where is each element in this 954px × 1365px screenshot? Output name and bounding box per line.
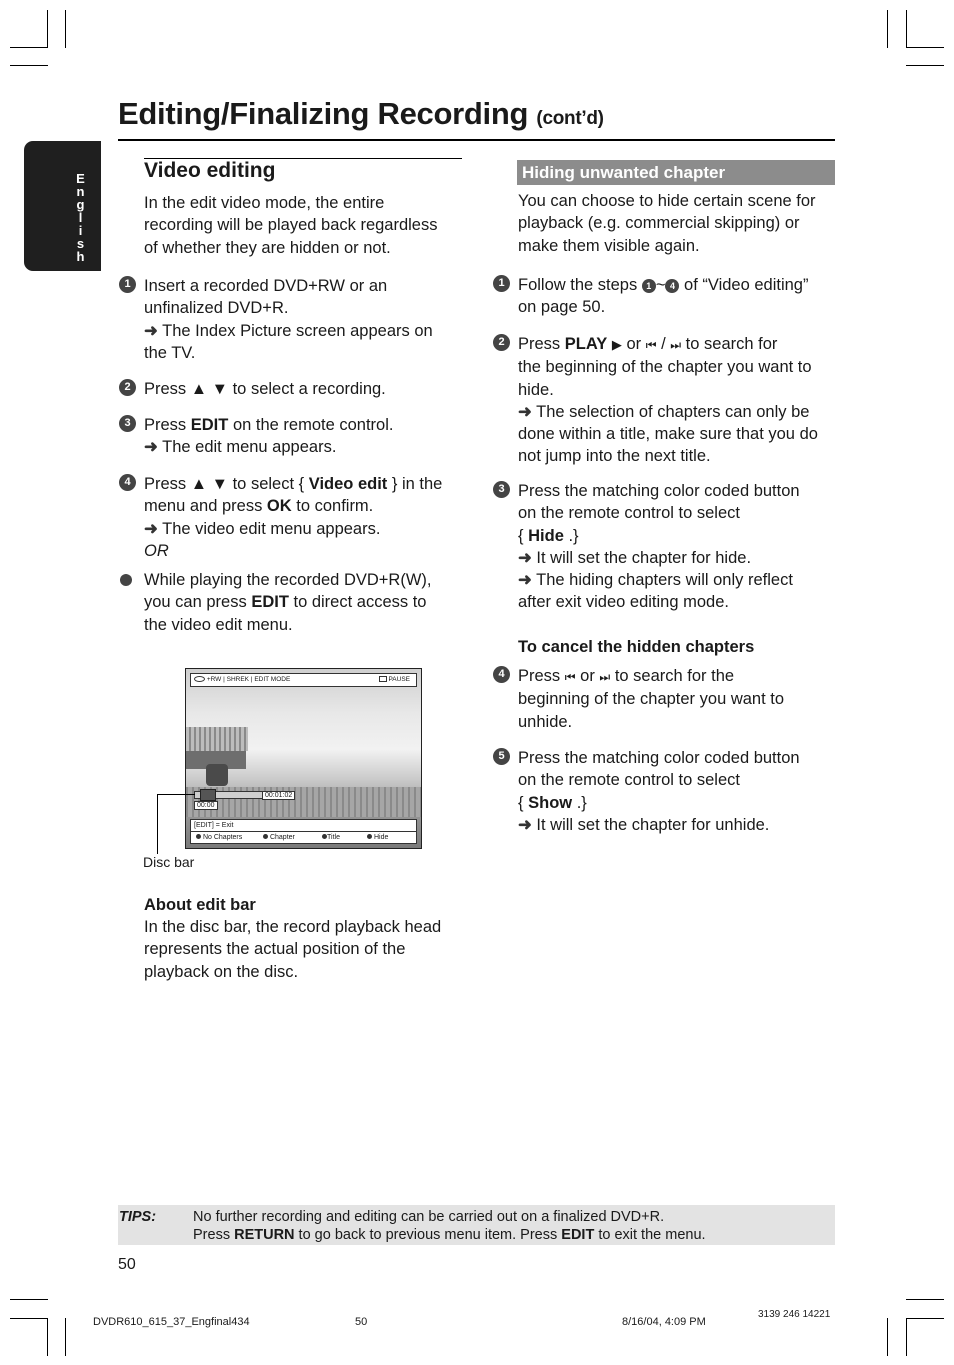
- key-label: EDIT: [190, 416, 229, 434]
- text-span: Press: [144, 416, 191, 434]
- text-line: The hiding chapters will only reflect: [536, 571, 793, 590]
- arrow-icon: ➜: [144, 321, 158, 340]
- text-line: The selection of chapters can only be: [536, 402, 810, 421]
- crop-mark: [47, 1318, 48, 1356]
- osd-button-title: [322, 832, 340, 843]
- step-number: 4: [493, 666, 510, 683]
- text-line: the beginning of the chapter you want to: [518, 358, 812, 377]
- text-line: recording will be played back regardless: [144, 216, 438, 235]
- text-line: make them visible again.: [518, 236, 700, 255]
- crop-mark: [906, 65, 944, 66]
- text-line: playback (e.g. commercial skipping) or: [518, 214, 800, 233]
- key-label: Video edit: [308, 475, 388, 493]
- right-step-4-text: [518, 665, 784, 733]
- text-span: Press: [144, 380, 191, 398]
- lang-letter: E: [76, 171, 86, 186]
- arrow-icon: ➜: [144, 519, 158, 538]
- crop-mark: [887, 10, 888, 48]
- next-icon: ⏭: [599, 670, 611, 684]
- pause-icon: [379, 676, 387, 682]
- crop-mark: [10, 47, 48, 48]
- key-label: RETURN: [234, 1227, 295, 1243]
- text-line: You can choose to hide certain scene for: [518, 192, 816, 210]
- text-line: playback on the disc.: [144, 962, 299, 981]
- crop-mark: [10, 1318, 48, 1319]
- osd-button-hide: [367, 832, 388, 843]
- arrow-icon: ➜: [518, 571, 532, 590]
- text-span: Follow the steps: [518, 276, 642, 294]
- text-line: the TV.: [144, 343, 196, 362]
- osd-pause-text: PAUSE: [388, 676, 410, 683]
- lang-letter: n: [76, 184, 86, 199]
- step-number: 5: [493, 748, 510, 765]
- text-span: or: [575, 667, 600, 685]
- text-span: } in the: [387, 475, 443, 493]
- key-label: PLAY: [564, 335, 608, 353]
- crop-mark: [10, 1299, 48, 1300]
- previous-icon: ⏮: [564, 670, 576, 684]
- up-down-icon: ▲ ▼: [190, 380, 229, 398]
- text-span: to select {: [228, 475, 309, 493]
- text-line: after exit video editing mode.: [518, 593, 729, 612]
- crop-mark: [47, 10, 48, 48]
- key-label: EDIT: [561, 1227, 595, 1243]
- title-rule: [118, 139, 835, 141]
- playback-head: [200, 789, 216, 801]
- footer-date: 8/16/04, 4:09 PM: [622, 1316, 706, 1328]
- crop-mark: [906, 1318, 907, 1356]
- color-dot-icon: [367, 834, 372, 839]
- text-line: represents the actual position of the: [144, 940, 406, 959]
- crop-mark: [906, 1318, 944, 1319]
- callout-line: [157, 794, 158, 854]
- callout-line: [157, 794, 195, 795]
- text-line: The video edit menu appears.: [162, 519, 381, 538]
- text-span: to exit the menu.: [594, 1227, 706, 1243]
- disc-bar-end-time: 00:01:02: [262, 791, 295, 800]
- osd-button-label: Chapter: [269, 834, 295, 841]
- step-1-text: [144, 275, 433, 364]
- text-span: or: [621, 335, 646, 353]
- text-span: to go back to previous menu item. Press: [294, 1227, 562, 1243]
- crop-mark: [906, 1299, 944, 1300]
- osd-button-chapter: [263, 832, 295, 843]
- text-line: It will set the chapter for hide.: [536, 548, 752, 567]
- color-dot-icon: [196, 834, 201, 839]
- bullet-dot: [120, 574, 132, 586]
- text-line: on the remote control to select: [518, 771, 740, 790]
- page-title-suffix: (cont’d): [536, 108, 604, 129]
- video-editing-intro: [144, 192, 438, 259]
- arrow-icon: ➜: [518, 548, 532, 567]
- text-line: unhide.: [518, 712, 573, 731]
- step-bullet-text: [144, 569, 431, 636]
- step-number: 3: [493, 481, 510, 498]
- text-span: of “Video editing”: [679, 276, 809, 294]
- step-number: 1: [119, 276, 136, 293]
- text-line: In the disc bar, the record playback head: [144, 918, 442, 936]
- hut-roof: [186, 727, 248, 751]
- step-ref: 1: [642, 279, 656, 293]
- lang-letter: s: [76, 236, 86, 251]
- text-line: No further recording and editing can be carried out on a finalized DVD+R.: [193, 1209, 665, 1225]
- text-line: beginning of the chapter you want to: [518, 690, 785, 709]
- key-label: EDIT: [251, 593, 289, 612]
- text-span: .}: [572, 793, 587, 812]
- right-step-5-text: [518, 747, 800, 836]
- text-span: Press: [518, 335, 565, 353]
- step-number: 2: [119, 379, 136, 396]
- previous-icon: ⏮: [645, 338, 657, 352]
- text-span: to direct access to: [288, 593, 427, 612]
- step-number: 2: [493, 334, 510, 351]
- osd-top-bar: [190, 673, 417, 687]
- text-span: to select a recording.: [228, 380, 386, 398]
- step-number: 1: [493, 275, 510, 292]
- text-span: you can press: [144, 593, 252, 612]
- text-span: .}: [563, 526, 579, 545]
- arrow-icon: ➜: [144, 438, 158, 457]
- page-title: [118, 96, 604, 132]
- lang-letter: l: [78, 210, 84, 225]
- arrow-icon: ➜: [518, 815, 532, 834]
- step-number: 4: [119, 474, 136, 491]
- crop-mark: [65, 10, 66, 48]
- tips-label: TIPS:: [119, 1209, 157, 1225]
- osd-mode-text: +RW | SHREK | EDIT MODE: [206, 676, 291, 683]
- osd-button-label: Title: [327, 834, 340, 841]
- step-4-text: [144, 473, 442, 562]
- text-line: Insert a recorded DVD+RW or an: [144, 277, 388, 295]
- text-span: menu and press: [144, 497, 267, 516]
- or-label: OR: [144, 541, 169, 560]
- tips-text: [193, 1208, 706, 1244]
- text-span: on the remote control.: [228, 416, 394, 434]
- step-number: 3: [119, 415, 136, 432]
- text-span: to confirm.: [291, 497, 374, 516]
- text-line: hide.: [518, 380, 554, 399]
- text-line: In the edit video mode, the entire: [144, 194, 385, 212]
- about-edit-bar-text: [144, 916, 441, 983]
- disc-bar-callout-label: Disc bar: [143, 854, 195, 870]
- text-line: on page 50.: [518, 298, 606, 317]
- text-line: done within a title, make sure that you do: [518, 425, 818, 444]
- text-line: of whether they are hidden or not.: [144, 238, 391, 257]
- osd-exit-text: [EDIT] = Exit: [194, 822, 234, 829]
- page-number: 50: [118, 1256, 136, 1273]
- crop-mark: [906, 10, 907, 48]
- text-span: Press: [518, 667, 565, 685]
- crop-mark: [906, 47, 944, 48]
- text-line: While playing the recorded DVD+R(W),: [144, 571, 432, 589]
- text-span: to search for the: [610, 667, 735, 685]
- arrow-icon: ➜: [518, 402, 532, 421]
- play-icon: ▶: [611, 337, 622, 352]
- text-span: Press: [193, 1227, 235, 1243]
- text-span: {: [518, 793, 529, 812]
- step-ref: 4: [665, 279, 679, 293]
- text-line: on the remote control to select: [518, 504, 740, 523]
- osd-button-label: No Chapters: [202, 834, 243, 841]
- osd-bottom-bar: [190, 819, 417, 844]
- text-span: {: [518, 526, 529, 545]
- key-label: Show: [528, 793, 573, 812]
- hiding-intro: [518, 190, 816, 257]
- cancel-hidden-heading: To cancel the hidden chapters: [518, 638, 755, 656]
- disc-bar-start-time: 00:00: [194, 801, 218, 810]
- lang-letter: i: [78, 223, 84, 238]
- right-step-2-text: [518, 333, 818, 468]
- color-dot-icon: [263, 834, 268, 839]
- lang-letter: g: [76, 197, 86, 212]
- text-line: unfinalized DVD+R.: [144, 299, 289, 318]
- right-step-1-text: Follow the steps 1 ~ 4 of “Video editing” on page 50.: [518, 274, 808, 319]
- tv-screen-illustration: [185, 668, 422, 849]
- text-line: The edit menu appears.: [162, 438, 337, 457]
- step-3-text: [144, 414, 393, 459]
- language-tab-label: [74, 172, 88, 263]
- osd-pause: [379, 674, 410, 686]
- text-line: not jump into the next title.: [518, 447, 711, 466]
- lang-letter: h: [76, 249, 86, 264]
- text-line: Press the matching color coded button: [518, 749, 800, 767]
- key-label: OK: [266, 497, 292, 516]
- crop-mark: [887, 1318, 888, 1356]
- text-span: Press: [144, 475, 191, 493]
- crop-mark: [10, 65, 48, 66]
- about-edit-bar-heading: About edit bar: [144, 896, 256, 914]
- footer-page: 50: [355, 1316, 368, 1328]
- page-title-text: Editing/Finalizing Recording: [118, 96, 529, 131]
- disc-icon: [194, 676, 205, 682]
- text-line: the video edit menu.: [144, 615, 293, 634]
- figure-shape: [206, 764, 228, 786]
- text-line: It will set the chapter for unhide.: [536, 815, 770, 834]
- right-step-3-text: [518, 480, 800, 614]
- text-span: /: [656, 335, 671, 353]
- language-tab: [24, 141, 101, 271]
- key-label: Hide: [528, 526, 564, 545]
- text-line: Press the matching color coded button: [518, 482, 800, 500]
- footer-code: 3139 246 14221: [758, 1309, 831, 1320]
- osd-button-no-chapters: [196, 832, 242, 843]
- footer-file: DVDR610_615_37_Engfinal434: [93, 1316, 250, 1328]
- text-span: to search for: [681, 335, 778, 353]
- osd-button-label: Hide: [373, 834, 389, 841]
- section-heading-video-editing: Video editing: [144, 159, 276, 182]
- step-2-text: [144, 378, 386, 400]
- text-line: The Index Picture screen appears on: [162, 321, 433, 340]
- up-down-icon: ▲ ▼: [190, 475, 229, 493]
- crop-mark: [65, 1318, 66, 1356]
- next-icon: ⏭: [670, 338, 682, 352]
- section-heading-hiding-chapter: Hiding unwanted chapter: [517, 160, 835, 185]
